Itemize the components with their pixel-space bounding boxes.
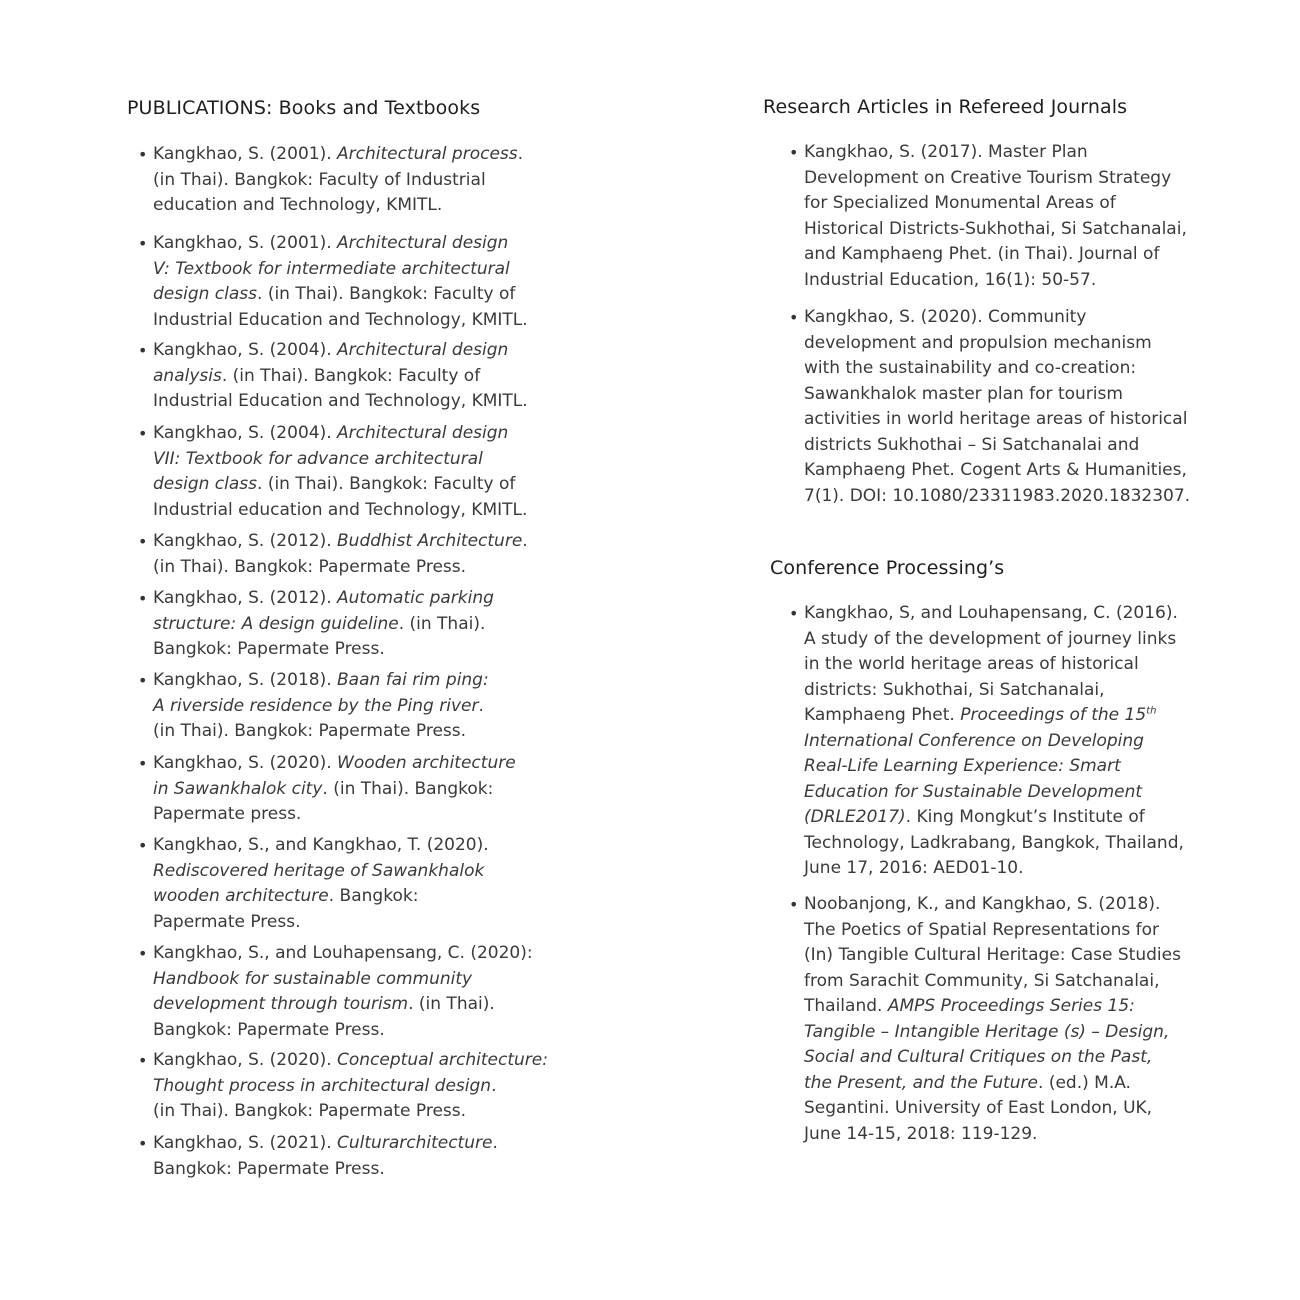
citation-text: Papermate Press. [153, 911, 301, 932]
citation-line [804, 892, 1181, 918]
citation-text: Technology, Ladkrabang, Bangkok, Thailand, [804, 832, 1184, 853]
citation-text: Kangkhao, S. (2021). [153, 1133, 338, 1153]
citation-text: . [492, 1133, 498, 1153]
citation-line [153, 142, 523, 168]
citation-line [804, 918, 1181, 944]
book-entry [138, 142, 524, 219]
citation-text: (in Thai). Bangkok: Faculty of Industrial [153, 169, 486, 190]
citation-text: . [478, 695, 484, 716]
citation-line [153, 338, 528, 364]
citation-text: . (in Thai). Bangkok: [322, 778, 494, 799]
citation-text: Kangkhao, S., and Louhapensang, C. (2020): [153, 943, 533, 963]
citation-line [153, 282, 528, 308]
citation-text: Kangkhao, S. (2004). [153, 423, 338, 443]
citation-line [153, 257, 528, 283]
citation-line [153, 1157, 498, 1183]
citation-text: Thailand. [804, 996, 888, 1016]
citation-text: Kangkhao, S. (2017). Master Plan [804, 142, 1088, 162]
italic-title-text: Baan fai rim ping: [337, 670, 489, 690]
citation-line [153, 447, 527, 473]
citation-text: Papermate press. [153, 804, 302, 824]
conference-paper-entry [789, 892, 1181, 1147]
citation-text: Kangkhao, S. (2018). [153, 670, 338, 690]
book-entry [138, 1131, 498, 1182]
citation-text: with the sustainability and co-creation: [804, 358, 1137, 378]
citation-text: . [491, 1075, 497, 1096]
italic-title-text: the Present, and the Future [804, 1072, 1039, 1093]
italic-title-text: wooden architecture [153, 886, 329, 906]
italic-title-text: Rediscovered heritage of Sawankhalok [153, 860, 485, 881]
citation-line [153, 168, 523, 194]
citation-line [153, 1131, 498, 1157]
italic-title-text: Architectural design [337, 233, 509, 253]
book-entry [138, 668, 489, 745]
citation-line [153, 1074, 548, 1100]
citation-line [804, 754, 1184, 780]
citation-text: June 17, 2016: AED01-10. [804, 858, 1024, 878]
citation-line [804, 601, 1184, 627]
italic-title-text: Social and Cultural Critiques on the Past, [804, 1047, 1153, 1067]
citation-line [153, 1018, 533, 1044]
superscript-text: th [1146, 705, 1157, 717]
citation-line [153, 498, 527, 524]
italic-title-text: (DRLE2017) [804, 807, 906, 827]
citation-line [804, 268, 1187, 294]
italic-title-text: International Conference on Developing [804, 730, 1144, 751]
citation-text: (In) Tangible Cultural Heritage: Case Studies [804, 945, 1181, 965]
bullet-icon: • [789, 895, 799, 914]
book-entry [138, 751, 516, 828]
citation-line [804, 1122, 1181, 1148]
citation-line [804, 805, 1184, 831]
citation-text: districts Sukhothai – Si Satchanalai and [804, 434, 1140, 455]
italic-title-text: Thought process in architectural design [153, 1075, 492, 1096]
citation-line [804, 994, 1181, 1020]
citation-line [153, 364, 528, 390]
citation-text: Kangkhao, S, and Louhapensang, C. (2016). [804, 603, 1178, 623]
citation-text: development and propulsion mechanism [804, 332, 1152, 353]
book-entry [138, 421, 528, 523]
citation-line [804, 166, 1187, 192]
citation-line [153, 668, 489, 694]
citation-line [804, 703, 1184, 729]
bullet-icon: • [138, 424, 148, 443]
citation-text: Sawankhalok master plan for tourism [804, 383, 1123, 404]
citation-text: in the world heritage areas of historical [804, 654, 1139, 674]
citation-text: . [517, 144, 524, 164]
citation-text: Kangkhao, S., and Kangkhao, T. (2020). [153, 835, 489, 855]
bullet-icon: • [138, 671, 148, 690]
citation-text: Kangkhao, S. (2020). [153, 1050, 338, 1070]
citation-text: . (in Thai). Bangkok: Faculty of [257, 474, 516, 494]
citation-line [153, 833, 489, 859]
book-entry [138, 231, 528, 333]
italic-title-text: structure: A design guideline [153, 613, 399, 634]
citation-text: Kangkhao, S. (2020). [153, 753, 338, 773]
citation-line [804, 729, 1184, 755]
book-entry [138, 338, 528, 415]
citation-line [153, 1099, 548, 1125]
citation-line [804, 305, 1190, 331]
italic-title-text: in Sawankhalok city [153, 778, 323, 799]
bullet-icon: • [138, 1134, 148, 1153]
italic-title-text: Architectural design [337, 423, 509, 443]
citation-line [804, 407, 1190, 433]
italic-title-text: Automatic parking [337, 588, 494, 608]
citation-line [153, 612, 494, 638]
citation-text: Industrial Education and Technology, KMITL. [153, 391, 528, 411]
citation-text: Segantini. University of East London, UK, [804, 1098, 1153, 1118]
citation-line [804, 678, 1184, 704]
bullet-icon: • [789, 143, 799, 162]
citation-text: (in Thai). Bangkok: Papermate Press. [153, 721, 467, 741]
citation-text: Kangkhao, S. (2020). Community [804, 307, 1087, 327]
bullet-icon: • [138, 145, 148, 164]
citation-text: . (in Thai). [398, 613, 486, 634]
citation-text: for Specialized Monumental Areas of [804, 193, 1116, 213]
citation-line [804, 780, 1184, 806]
citation-line [153, 637, 494, 663]
italic-title-text: design class [153, 474, 258, 494]
books-heading: PUBLICATIONS: Books and Textbooks [127, 97, 481, 119]
citation-text: Bangkok: Papermate Press. [153, 1019, 385, 1040]
citation-line [153, 992, 533, 1018]
italic-title-text: Wooden architecture [337, 753, 516, 773]
citation-line [153, 910, 489, 936]
bullet-icon: • [138, 532, 148, 551]
bullet-icon: • [789, 604, 799, 623]
citation-line [804, 458, 1190, 484]
citation-line [804, 1020, 1181, 1046]
italic-title-text: analysis [153, 365, 222, 386]
citation-line [153, 231, 528, 257]
italic-title-text: VII: Textbook for advance architectural [153, 448, 483, 469]
citation-line [804, 433, 1190, 459]
citation-text: Kangkhao, S. (2012). [153, 588, 338, 608]
citation-line [153, 308, 528, 334]
citation-text: Kangkhao, S. (2012). [153, 531, 338, 551]
book-entry [138, 586, 494, 663]
citation-line [804, 331, 1190, 357]
italic-title-text: V: Textbook for intermediate architectural [153, 258, 510, 279]
citation-line [804, 1096, 1181, 1122]
citation-line [804, 627, 1184, 653]
bullet-icon: • [138, 234, 148, 253]
citation-line [804, 191, 1187, 217]
citation-text: . [522, 531, 528, 551]
citation-text: Noobanjong, K., and Kangkhao, S. (2018). [804, 894, 1161, 914]
citation-line [153, 421, 527, 447]
book-entry [138, 529, 528, 580]
italic-title-text: Proceedings of the 15 [960, 705, 1147, 725]
italic-title-text: Tangible – Intangible Heritage (s) – Design, [804, 1021, 1170, 1042]
citation-text: June 14-15, 2018: 119-129. [804, 1123, 1038, 1144]
citation-line [153, 694, 489, 720]
citation-text: A study of the development of journey links [804, 628, 1177, 649]
citation-line [153, 472, 527, 498]
citation-text: Industrial Education and Technology, KMITL. [153, 309, 528, 330]
bullet-icon: • [138, 1051, 148, 1070]
citation-line [804, 382, 1190, 408]
citation-text: (in Thai). Bangkok: Papermate Press. [153, 556, 467, 577]
citation-line [153, 941, 533, 967]
citation-text: Kangkhao, S. (2001). [153, 144, 338, 164]
citation-line [804, 484, 1190, 510]
citation-text: Kangkhao, S. (2001). [153, 233, 338, 253]
book-entry [138, 833, 489, 935]
journal-article-entry [789, 305, 1191, 509]
citation-line [153, 777, 516, 803]
bullet-icon: • [138, 341, 148, 360]
citation-line [153, 586, 494, 612]
citation-text: Bangkok: Papermate Press. [153, 639, 385, 659]
citation-text: 7(1). DOI: 10.1080/23311983.2020.1832307. [804, 485, 1191, 506]
italic-title-text: Real-Life Learning Experience: Smart [804, 756, 1121, 776]
bullet-icon: • [789, 308, 799, 327]
citation-text: education and Technology, KMITL. [153, 195, 443, 215]
italic-title-text: Conceptual architecture: [337, 1050, 548, 1070]
italic-title-text: development through tourism [153, 994, 409, 1014]
citation-line [804, 856, 1184, 882]
citation-text: . King Mongkut’s Institute of [905, 807, 1145, 827]
italic-title-text: Education for Sustainable Development [804, 781, 1143, 802]
citation-text: Industrial Education, 16(1): 50-57. [804, 269, 1097, 290]
citation-line [153, 967, 533, 993]
citation-text: Historical Districts-Sukhothai, Si Satchanalai, [804, 218, 1187, 239]
citation-line [804, 242, 1187, 268]
citation-text: Kangkhao, S. (2004). [153, 340, 338, 360]
bullet-icon: • [138, 754, 148, 773]
citation-line [153, 193, 523, 219]
citation-line [153, 751, 516, 777]
citation-text: Kamphaeng Phet. [804, 705, 961, 725]
citation-text: . Bangkok: [328, 886, 419, 906]
citation-line [153, 859, 489, 885]
citation-line [804, 1071, 1181, 1097]
citation-text: . (in Thai). Bangkok: Faculty of [221, 365, 481, 386]
citation-line [153, 1048, 548, 1074]
citation-text: and Kamphaeng Phet. (in Thai). Journal of [804, 244, 1160, 264]
citation-line [804, 969, 1181, 995]
citation-text: districts: Sukhothai, Si Satchanalai, [804, 679, 1105, 700]
citation-text: from Sarachit Community, Si Satchanalai, [804, 970, 1160, 991]
citation-line [153, 719, 489, 745]
citation-line [804, 140, 1187, 166]
citation-line [153, 555, 528, 581]
italic-title-text: Handbook for sustainable community [153, 968, 473, 989]
citation-line [804, 1045, 1181, 1071]
citation-line [804, 943, 1181, 969]
citation-line [804, 652, 1184, 678]
citation-text: The Poetics of Spatial Representations for [804, 919, 1159, 940]
citation-text: activities in world heritage areas of historical [804, 409, 1188, 429]
citation-text: (in Thai). Bangkok: Papermate Press. [153, 1101, 467, 1121]
bullet-icon: • [138, 836, 148, 855]
citation-line [804, 831, 1184, 857]
citation-line [804, 356, 1190, 382]
citation-text: Kamphaeng Phet. Cogent Arts & Humanities, [804, 460, 1187, 480]
citation-text: Bangkok: Papermate Press. [153, 1158, 385, 1179]
italic-title-text: Architectural design [337, 340, 509, 360]
conference-heading: Conference Processing’s [770, 557, 1005, 579]
citation-line [153, 884, 489, 910]
citation-line [153, 529, 528, 555]
citation-line [804, 217, 1187, 243]
citation-text: Development on Creative Tourism Strategy [804, 167, 1172, 188]
book-entry [138, 941, 533, 1043]
italic-title-text: AMPS Proceedings Series 15: [887, 996, 1135, 1016]
citation-text: . (in Thai). [408, 994, 495, 1014]
citation-line [153, 389, 528, 415]
bullet-icon: • [138, 944, 148, 963]
conference-paper-entry [789, 601, 1184, 882]
journal-article-entry [789, 140, 1187, 293]
italic-title-text: Culturarchitecture [337, 1133, 493, 1153]
italic-title-text: design class [153, 284, 258, 304]
italic-title-text: A riverside residence by the Ping river [153, 695, 479, 716]
citation-text: Industrial education and Technology, KMITL. [153, 499, 528, 520]
research-articles-heading: Research Articles in Refereed Journals [763, 96, 1128, 118]
book-entry [138, 1048, 548, 1125]
citation-text: . (in Thai). Bangkok: Faculty of [257, 284, 516, 304]
citation-text: . (ed.) M.A. [1038, 1072, 1131, 1093]
italic-title-text: Buddhist Architecture [337, 531, 523, 551]
citation-line [153, 802, 516, 828]
italic-title-text: Architectural process [337, 144, 518, 164]
bullet-icon: • [138, 589, 148, 608]
